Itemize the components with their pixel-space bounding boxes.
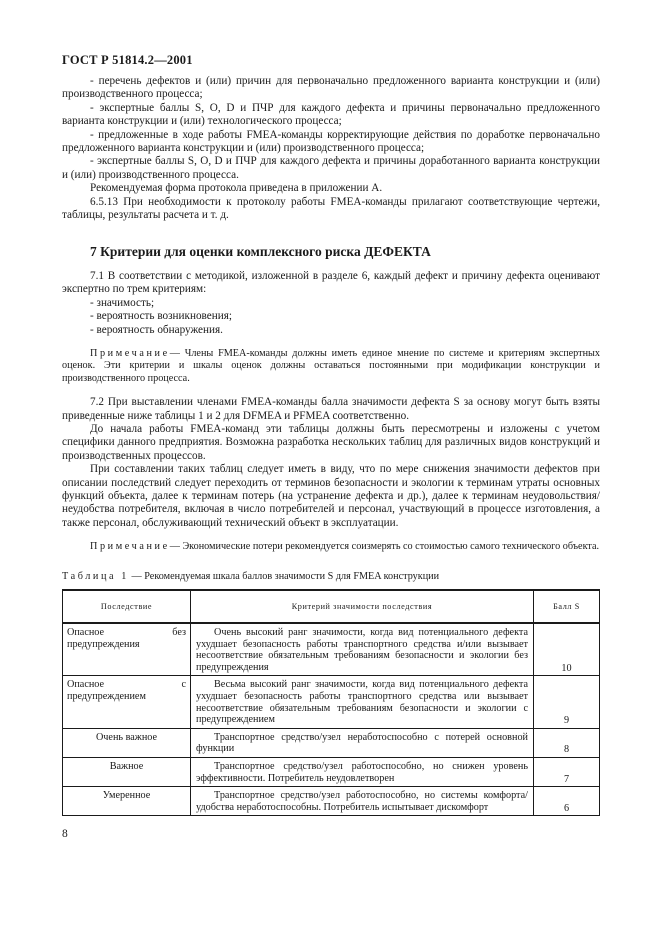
note-label: Примечание [90,541,170,553]
criterion-text: Весьма высокий ранг значимости, когда вид потенциального дефекта ухудшает безопасность работы транспортного средства или вызывает несоответствие обязательным требованиям безопасности и экологии с предупреждением [196,679,528,726]
criterion-text: Транспортное средство/узел работоспособно, но системы комфорта/удобства неработоспособны. Потребитель испытывает дискомфорт [196,790,528,813]
criterion-cell [191,728,534,757]
table-header-row [63,590,600,623]
consequence-cell: Опасное с предупреждением [63,676,191,728]
consequence-cell: Важное [63,757,191,786]
list-item: - предложенные в ходе работы FMEA-команды корректирующие действия по доработке первоначально предложенного варианта конструкции и (или) производственного процесса; [62,128,600,155]
table-row [63,757,600,786]
table-row [63,623,600,676]
criterion-cell [191,623,534,676]
list-item: - экспертные баллы S, O, D и ПЧР для каждого дефекта и причины первоначально предложенного варианта конструкции и (или) технологического процесса; [62,101,600,128]
document-header: ГОСТ Р 51814.2—2001 [62,53,193,67]
criterion-text: Транспортное средство/узел работоспособно, но снижен уровень эффективности. Потребитель неудовлетворен [196,760,528,784]
note [62,541,600,553]
severity-table [62,589,600,816]
section-heading: 7 Критерии для оценки комплексного риска ДЕФЕКТА [90,244,431,260]
note [62,348,600,385]
consequence-cell: Опасное без предупреждения [63,623,191,676]
page-number: 8 [62,828,68,840]
criterion-cell [191,787,534,816]
table-row [63,787,600,816]
column-header: Критерий значимости последствия [191,590,534,623]
table-caption [62,570,600,583]
list-item: - перечень дефектов и (или) причин для первоначально предложенного варианта конструкции и (или) производственного процесса; [62,75,600,101]
column-header: Балл S [534,590,600,623]
document-body [62,75,600,816]
paragraph: При составлении таких таблиц следует иметь в виду, что по мере снижения значимости дефектов при описании последствий следует переходить от терминов безопасности и экологии к терминам утраты основных функций объекта, далее к терминам потерь (на устранение дефекта и др.), далее к терминам неудовольствия/неудобства потребителя, включая в число потребителей и персонал, участвующий в процессе изготовления, а также персонал, обслуживающий технический объект в эксплуатации. [62,463,600,529]
paragraph: 6.5.13 При необходимости к протоколу работы FMEA-команды прилагают соответствующие чертежи, таблицы, результаты расчета и т. д. [62,195,600,222]
consequence-cell: Умеренное [63,787,191,816]
consequence-cell: Очень важное [63,728,191,757]
criterion-cell [191,757,534,786]
score-cell: 10 [534,623,600,676]
score-cell: 6 [534,787,600,816]
table-caption-text: — Рекомендуемая шкала баллов значимости S для FMEA конструкции [131,570,440,582]
paragraph: Рекомендуемая форма протокола приведена в приложении А. [90,182,383,195]
paragraph: До начала работы FMEA-команд эти таблицы должны быть пересмотрены и изложены с учетом специфики данного предприятия. Возможна разработка нескольких таблиц для различных видов конструкций и производственных процессов. [62,422,600,462]
score-cell: 7 [534,757,600,786]
score-cell: 8 [534,728,600,757]
note-label: Примечание [90,347,170,359]
criterion-text: Очень высокий ранг значимости, когда вид потенциального дефекта ухудшает безопасность работы транспортного средства и/или вызывает несоответствие обязательным требованиям безопасности и экологии без предупреждения [196,627,528,673]
paragraph: 7.2 При выставлении членами FMEA-команды балла значимости дефекта S за основу могут быть взяты приведенные ниже таблицы 1 и 2 для DFMEA и PFMEA соответственно. [62,396,600,422]
note-text: — Экономические потери рекомендуется соизмерять со стоимостью самого технического объекта. [169,541,600,553]
table-row [63,676,600,728]
list-item: - экспертные баллы S, O, D и ПЧР для каждого дефекта и причины доработанного варианта конструкции и (или) производственного процесса. [62,155,600,181]
note-text: — Члены FMEA-команды должны иметь единое мнение по системе и критериям экспертных оценок. Эти критерии и шкалы оценок должны оставаться постоянными при модификации конструкции и производственного процесса. [62,347,600,384]
column-header: Последствие [63,590,191,623]
criterion-text: Транспортное средство/узел неработоспособно с потерей основной функции [196,731,528,755]
list-item: - значимость; [90,296,155,309]
table-row [63,728,600,757]
score-cell: 9 [534,676,600,728]
list-item: - вероятность возникновения; [90,310,232,323]
table-caption-label: Таблица 1 [62,570,129,582]
list-item: - вероятность обнаружения. [90,323,223,336]
criterion-cell [191,676,534,728]
paragraph: 7.1 В соответствии с методикой, изложенной в разделе 6, каждый дефект и причину дефекта оценивают экспертно по трем критериям: [62,269,600,296]
